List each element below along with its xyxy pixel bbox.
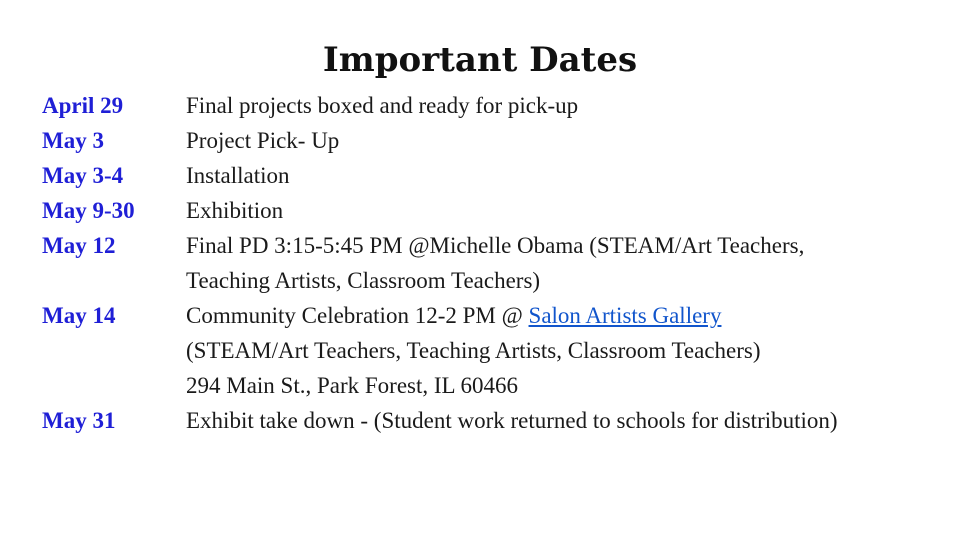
event-description-line: (STEAM/Art Teachers, Teaching Artists, Classroom Teachers) [186,338,761,363]
important-dates-list [42,88,942,438]
event-description [186,158,942,193]
date-row-may-3-4 [42,158,942,193]
event-description-line: Teaching Artists, Classroom Teachers) [186,268,541,293]
date-row-may-31 [42,403,942,438]
event-description-line: Exhibition [186,198,284,223]
event-date: May 12 [42,233,116,258]
event-date: April 29 [42,93,124,118]
page-title: Important Dates [322,40,638,80]
event-date: May 31 [42,408,116,433]
event-description [186,298,942,403]
event-date: May 3 [42,128,104,153]
event-description-line: Final projects boxed and ready for pick-up [186,93,579,118]
date-row-may-9-30 [42,193,942,228]
event-description-line: Final PD 3:15-5:45 PM @Michelle Obama (STEAM/Art Teachers, [186,233,805,258]
event-description-line: Installation [186,163,290,188]
event-description [186,228,942,298]
event-description-line [186,298,942,333]
salon-artists-gallery-link[interactable]: Salon Artists Gallery [528,303,722,328]
event-date: May 14 [42,303,116,328]
event-address-line: 294 Main St., Park Forest, IL 60466 [186,373,518,398]
event-date: May 3-4 [42,163,124,188]
event-description [186,123,942,158]
date-row-may-14 [42,298,942,403]
event-description-prefix: Community Celebration 12-2 PM @ [186,303,529,328]
event-description [186,193,942,228]
event-description-line: Exhibit take down - (Student work returned to schools for distribution) [186,408,838,433]
event-description [186,88,942,123]
event-description-line: Project Pick- Up [186,128,340,153]
event-date: May 9-30 [42,198,135,223]
date-row-april-29 [42,88,942,123]
date-row-may-12 [42,228,942,298]
event-description [186,403,942,438]
date-row-may-3 [42,123,942,158]
